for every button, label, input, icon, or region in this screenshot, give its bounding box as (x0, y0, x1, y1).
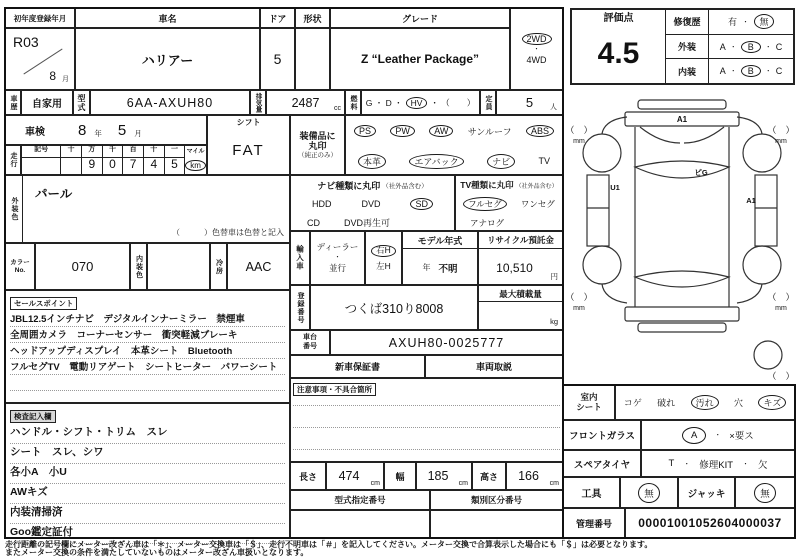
windshield-label: フロントガラス (563, 420, 641, 450)
recycle-unit: 円 (550, 272, 558, 281)
footer-notes (5, 541, 795, 557)
mileage-col-header: 百 (123, 146, 143, 158)
recycle-label: リサイクル預託金 (479, 232, 562, 249)
type-designation-value (290, 510, 430, 538)
max-load-cell (478, 285, 563, 330)
capacity-value: 5 (525, 95, 534, 110)
sales-line (10, 375, 285, 391)
fuel-options-post: ・ （ ） (430, 97, 476, 108)
shaken-year: 8 (78, 121, 87, 139)
separator-dot: ・ (714, 432, 722, 439)
sales-line: JBL12.5インチナビ デジタルインナーミラー 禁煙車 (10, 311, 285, 327)
tv-type-cell (455, 175, 563, 231)
diagram-right-label: A1 (746, 196, 756, 205)
dotted-line (293, 405, 560, 406)
check-line: AWキズ (10, 484, 285, 504)
width-value: 185 (427, 469, 449, 483)
equipment-label-3: （純正のみ） (298, 151, 337, 159)
sales-line: ヘッドアップディスプレイ 本革シート Bluetooth (10, 343, 285, 359)
width-label: 幅 (384, 462, 416, 490)
model-code: 6AA-AXUH80 (90, 90, 250, 115)
displacement-unit: cc (334, 105, 341, 112)
exterior-grade-label: 外装 (666, 35, 709, 59)
mileage-col-header: 万 (82, 146, 102, 158)
color-change-note: （ ）色替車は色替と記入 (172, 228, 284, 237)
class-number-label: 類別区分番号 (430, 490, 563, 510)
mgmt-no-value: 00001001052604000037 (625, 508, 795, 538)
tv-oneseg: ワンセグ (520, 198, 555, 209)
reg-no-label: 登録番号 (290, 285, 310, 330)
handle-cell (365, 231, 402, 285)
tools-value-cell (620, 477, 678, 508)
score-panel (570, 8, 795, 85)
spare-tire-t: T (668, 458, 675, 469)
shaken-cell (5, 115, 207, 145)
tools-value: 無 (638, 483, 660, 503)
equip-airbag: エアバック (409, 154, 463, 169)
mileage-col-header: 十 (144, 146, 164, 158)
fuel-cell (361, 90, 480, 115)
importer-dealer: ディーラー (316, 241, 359, 252)
reg-date-header: 初年度登録年月 (5, 8, 75, 28)
navi-sd: SD (410, 198, 433, 210)
length-unit: cm (370, 480, 380, 487)
tv-fullseg: フルセグ (463, 197, 507, 211)
car-name-header: 車名 (75, 8, 260, 28)
navi-type-cell (290, 175, 455, 231)
drive-4wd: 4WD (526, 55, 547, 66)
mm-label: mm (573, 138, 585, 145)
chassis-label (290, 330, 330, 355)
tv-type-note: （社外品含む） (515, 183, 558, 190)
seat-tear: 破れ (657, 398, 676, 408)
tv-type-title: TV種類に丸印 (460, 180, 514, 190)
score-label: 評価点 (603, 13, 634, 24)
shift-label: シフト (236, 118, 261, 127)
shift-cell (207, 115, 290, 175)
mileage-col-header: 一 (165, 146, 185, 158)
exterior-color-label: 外装色 (6, 176, 23, 242)
car-name: ハリアー (75, 28, 260, 90)
equip-sunroof: サンルーフ (467, 126, 512, 137)
max-load-label: 最大積載量 (479, 286, 562, 302)
windshield-value-cell (641, 420, 795, 450)
equip-abs: ABS (526, 125, 554, 137)
interior-color-value (147, 243, 210, 290)
jack-label: ジャッキ (678, 477, 735, 508)
dotted-line (293, 449, 560, 450)
sales-points-label: セールスポイント (10, 297, 77, 310)
separator-dot: ・ (742, 18, 749, 26)
equip-navi: ナビ (487, 154, 515, 169)
seat-burn: コゲ (623, 398, 642, 408)
mm-bracket: （ ） (767, 125, 795, 135)
grade: Z “Leather Package” (330, 28, 510, 90)
exterior-grade-a: A (719, 41, 726, 52)
jack-value: 無 (754, 483, 776, 503)
seat-condition-cell (615, 385, 795, 420)
seat-label-1: 室内 (580, 391, 598, 402)
sales-line: フルセグTV 電動リアゲート シートヒーター パワーシート (10, 359, 285, 375)
equip-aw: AW (429, 125, 453, 137)
vehicle-manual: 車両取説 (425, 355, 563, 378)
model-year-unit: 年 (422, 263, 431, 272)
color-no-label-2: No. (14, 266, 26, 274)
car-diagram (565, 95, 795, 390)
diagram-glass-label: ピG (694, 168, 708, 177)
repair-history-label: 修復歴 (666, 10, 709, 34)
exterior-color-value: パール (35, 187, 73, 201)
length-value: 474 (338, 469, 360, 483)
repair-yes: 有 (727, 17, 737, 28)
check-line: シート スレ、シワ (10, 444, 285, 464)
body-shape (295, 28, 330, 90)
interior-color-label: 内装色 (130, 243, 147, 290)
width-unit: cm (458, 480, 468, 487)
reg-no-value: つくば310り8008 (310, 285, 478, 330)
model-year-value: 不明 (438, 263, 458, 275)
interior-grade-b: B (741, 65, 761, 77)
height-unit: cm (549, 480, 559, 487)
mileage-col-header: 十 (61, 146, 81, 158)
drivetrain-cell (510, 8, 563, 90)
seat-hole: 穴 (734, 398, 744, 408)
diagonal-slash (23, 49, 62, 75)
mm-label: mm (775, 138, 787, 145)
check-line: 内装清掃済 (10, 504, 285, 524)
mileage-digit: 9 (88, 157, 96, 171)
mm-bracket: （ ） (767, 371, 795, 381)
diagram-front-label: A1 (676, 115, 688, 124)
mm-label: mm (775, 305, 787, 312)
displacement-label: 排気量 (250, 90, 266, 115)
chassis-label-2: 番号 (303, 342, 317, 350)
shape-header: 形状 (295, 8, 330, 28)
displacement-value: 2487 (291, 95, 320, 110)
mileage-digit: 7 (129, 157, 137, 171)
diagram-left-label: U1 (610, 183, 620, 192)
footer-line-2: またメーター交換の条件を満たしていないものはメーター改ざん車扱いとなります。 (5, 548, 309, 557)
equip-leather: 本革 (358, 154, 386, 169)
mileage-digit: 0 (109, 157, 116, 171)
fuel-label: 燃料 (345, 90, 361, 115)
navi-dvd: DVD (361, 198, 381, 209)
door-header: ドア (260, 8, 295, 28)
equip-ps: PS (354, 125, 376, 137)
tools-label: 工具 (563, 477, 620, 508)
jack-value-cell (735, 477, 795, 508)
exterior-color-cell (5, 175, 290, 243)
exterior-grade-b: B (741, 41, 761, 53)
check-line: 各小A 小U (10, 464, 285, 484)
mileage-mile-label: マイル (186, 148, 205, 155)
sales-line: 全周囲カメラ コーナーセンサー 衝突軽減ブレーキ (10, 327, 285, 343)
class-number-value (430, 510, 563, 538)
drive-separator: ・ (533, 45, 540, 53)
capacity-cell (496, 90, 563, 115)
displacement-cell (266, 90, 345, 115)
separator-dot: ・ (729, 43, 737, 51)
check-line: Goo鑑定証付 (10, 524, 285, 544)
height-cell (506, 462, 563, 490)
handle-left: 左H (376, 260, 391, 271)
navi-type-title: ナビ種類に丸印 (317, 180, 381, 191)
footer-line-1: 走行距離の記号欄にメーター改ざん車は「＊」、メーター交換車は「＄」、走行不明車は「＃」を記入してください。メーター交換で合算表示した場合にも「＄」は必要となります。 (5, 540, 653, 549)
equipment-label-1: 装備品に (299, 130, 336, 141)
sales-points-cell (5, 290, 290, 403)
separator-dot: ・ (764, 68, 772, 76)
door-count: 5 (260, 28, 295, 90)
color-no-label-1: カラー (10, 259, 30, 267)
inspection-notes-label: 検査記入欄 (10, 410, 56, 423)
max-load-unit: kg (550, 317, 558, 326)
chassis-value: AXUH80-0025777 (330, 330, 563, 355)
spare-tire-value-cell (641, 450, 795, 477)
importer-label: 輸入車 (290, 231, 310, 285)
windshield-note: ×要ス (729, 431, 754, 442)
reg-date-cell (5, 28, 75, 90)
equipment-label-2: 丸印 (308, 141, 327, 152)
capacity-label: 定員 (480, 90, 496, 115)
mileage-sign-header: 記号 (22, 146, 60, 158)
mileage-label: 走行 (5, 145, 21, 175)
navi-dvd-play: DVD再生可 (344, 218, 391, 228)
recycle-cell (478, 231, 563, 285)
chassis-label-1: 車台 (303, 334, 317, 342)
length-cell (326, 462, 384, 490)
importer-parallel: 並行 (328, 262, 346, 273)
mm-label: mm (573, 305, 585, 312)
shift-value: FAT (232, 141, 265, 159)
mileage-km-label: km (185, 160, 206, 171)
spare-tire-missing: 欠 (758, 459, 768, 471)
reg-month-unit: 月 (62, 76, 69, 83)
mgmt-no-label: 管理番号 (563, 508, 625, 538)
navi-hdd: HDD (311, 198, 332, 209)
grade-header: グレード (330, 8, 510, 28)
shaken-label: 車検 (25, 126, 45, 138)
reg-month: 8 (49, 69, 56, 83)
type-designation-label: 型式指定番号 (290, 490, 430, 510)
drive-2wd: 2WD (522, 33, 552, 45)
separator-dot: ・ (729, 68, 737, 76)
separator-dot: ・ (742, 460, 750, 468)
recycle-value: 10,510 (496, 260, 533, 275)
mileage-col-header: 千 (103, 146, 123, 158)
interior-grade-label: 内装 (666, 59, 709, 83)
ac-label: 冷房 (210, 243, 227, 290)
shaken-year-unit: 年 (94, 128, 102, 138)
color-no-value: 070 (35, 243, 130, 290)
history-label: 車歴 (5, 90, 21, 115)
mm-bracket: （ ） (767, 292, 795, 302)
equip-pw: PW (390, 125, 415, 137)
notes-label: 注意事項・不具合箇所 (293, 383, 376, 396)
dotted-line (293, 427, 560, 428)
check-line: ハンドル・シフト・トリム スレ (10, 424, 285, 444)
seat-stain: 汚れ (691, 395, 719, 410)
mileage-digit: 5 (171, 157, 178, 171)
seat-label-2: シート (576, 401, 602, 412)
separator-dot: ・ (683, 460, 691, 468)
mileage-table (21, 145, 207, 175)
shaken-month: 5 (117, 121, 127, 139)
separator-dot: ・ (764, 43, 772, 51)
score-value: 4.5 (597, 36, 640, 70)
equipment-items-cell (345, 115, 563, 175)
spare-tire-kit: 修理KIT (699, 459, 734, 471)
handle-right: 右H (371, 245, 396, 257)
navi-cd: CD (307, 217, 320, 228)
seat-label (563, 385, 615, 420)
equipment-label-cell (290, 115, 345, 175)
reg-year: R03 (13, 34, 39, 50)
tv-analog: アナログ (470, 217, 505, 228)
fuel-options-pre: G ・ D ・ (365, 97, 403, 108)
importer-separator: ・ (334, 254, 341, 262)
height-label: 高さ (472, 462, 506, 490)
model-year-label: モデル年式 (403, 232, 477, 249)
exterior-grade-c: C (775, 41, 783, 52)
interior-grade-a: A (719, 66, 726, 77)
color-no-label (5, 243, 35, 290)
model-year-cell (402, 231, 478, 285)
mm-bracket: （ ） (565, 125, 593, 135)
mileage-digit: 4 (150, 157, 158, 171)
warranty-book: 新車保証書 (290, 355, 425, 378)
inspection-notes-cell (5, 403, 290, 538)
width-cell (416, 462, 472, 490)
notes-cell (290, 378, 563, 462)
windshield-grade: A (682, 427, 706, 444)
spare-tire-label: スペアタイヤ (563, 450, 641, 477)
equip-tv: TV (538, 156, 550, 166)
model-code-label: 型式 (73, 90, 90, 115)
mm-bracket: （ ） (565, 292, 593, 302)
capacity-unit: 人 (550, 104, 557, 111)
shaken-month-unit: 月 (134, 128, 142, 138)
repair-no: 無 (754, 14, 774, 29)
length-label: 長さ (290, 462, 326, 490)
fuel-hv: HV (406, 97, 428, 109)
navi-type-note: （社外品含む） (382, 182, 428, 190)
seat-scratch: キズ (758, 395, 786, 410)
ac-value: AAC (227, 243, 290, 290)
interior-grade-c: C (775, 66, 783, 77)
height-value: 166 (518, 469, 539, 483)
importer-value (310, 231, 365, 285)
history-value: 自家用 (21, 90, 73, 115)
